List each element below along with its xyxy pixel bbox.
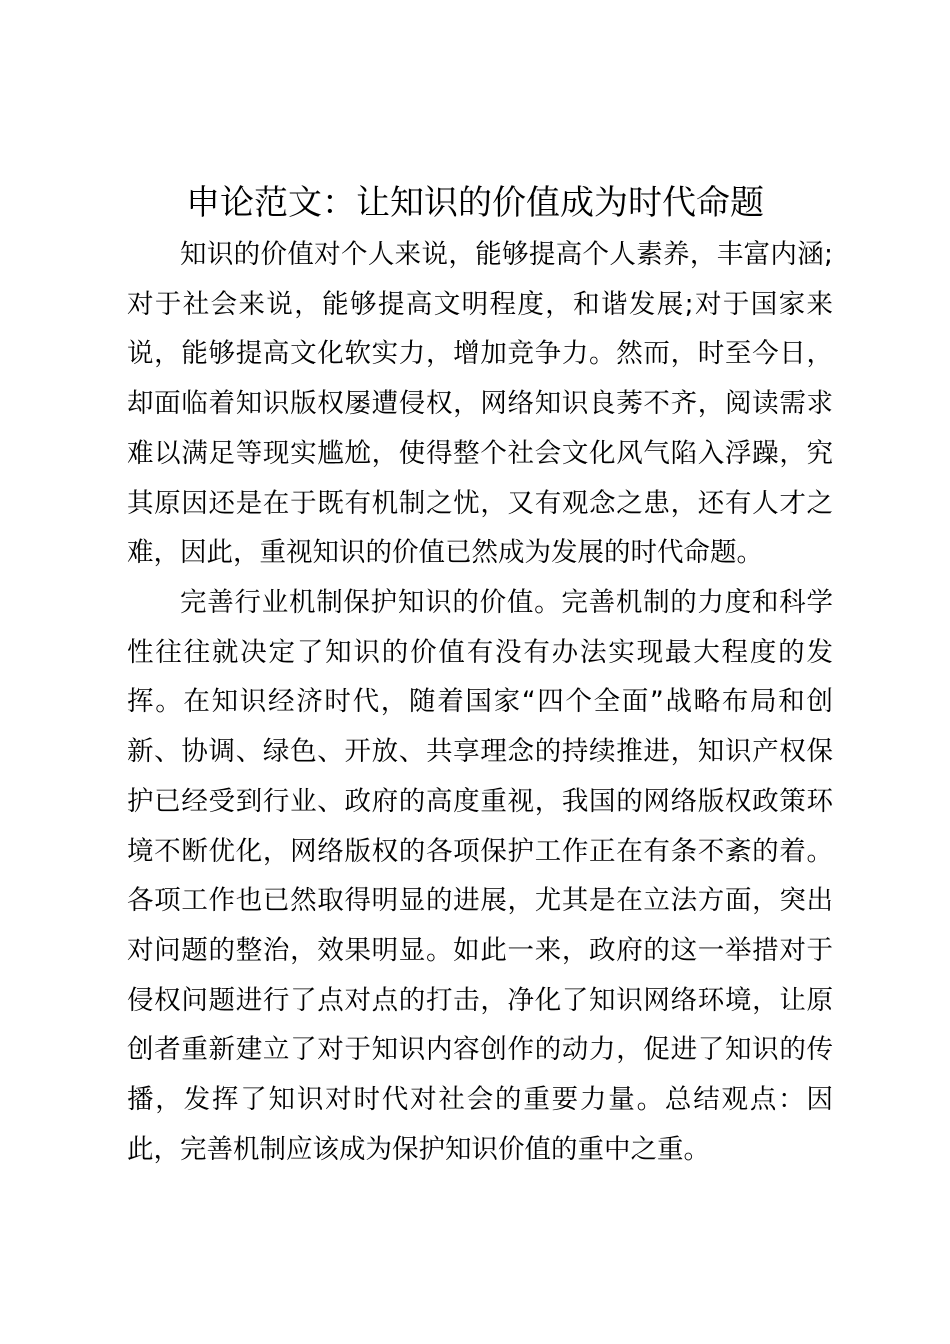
document-title: 申论范文：让知识的价值成为时代命题 xyxy=(186,183,764,223)
paragraph-2: 完善行业机制保护知识的价值。完善机制的力度和科学性往往就决定了知识的价值有没有办法实现最大程度的发挥。在知识经济时代，随着国家“四个全面”战略布局和创新、协调、绿色、开放、共享理念的持续推进，知识产权保护已经受到行业、政府的高度重视，我国的网络版权政策环境不断优化，网络版权的各项保护工作正在有条不紊的着。各项工作也已然取得明显的进展，尤其是在立法方面，突出对问题的整治，效果明显。如此一来，政府的这一举措对于侵权问题进行了点对点的打击，净化了知识网络环境，让原创者重新建立了对于知识内容创作的动力，促进了知识的传播，发挥了知识对时代对社会的重要力量。总结观点：因此，完善机制应该成为保护知识价值的重中之重。 xyxy=(127,587,833,1165)
paragraph-1: 知识的价值对个人来说，能够提高个人素养，丰富内涵;对于社会来说，能够提高文明程度，和谐发展;对于国家来说，能够提高文化软实力，增加竞争力。然而，时至今日，却面临着知识版权屡遭侵权，网络知识良莠不齐，阅读需求难以满足等现实尴尬，使得整个社会文化风气陷入浮躁，究其原因还是在于既有机制之忧，又有观念之患，还有人才之难，因此，重视知识的价值已然成为发展的时代命题。 xyxy=(127,239,833,569)
